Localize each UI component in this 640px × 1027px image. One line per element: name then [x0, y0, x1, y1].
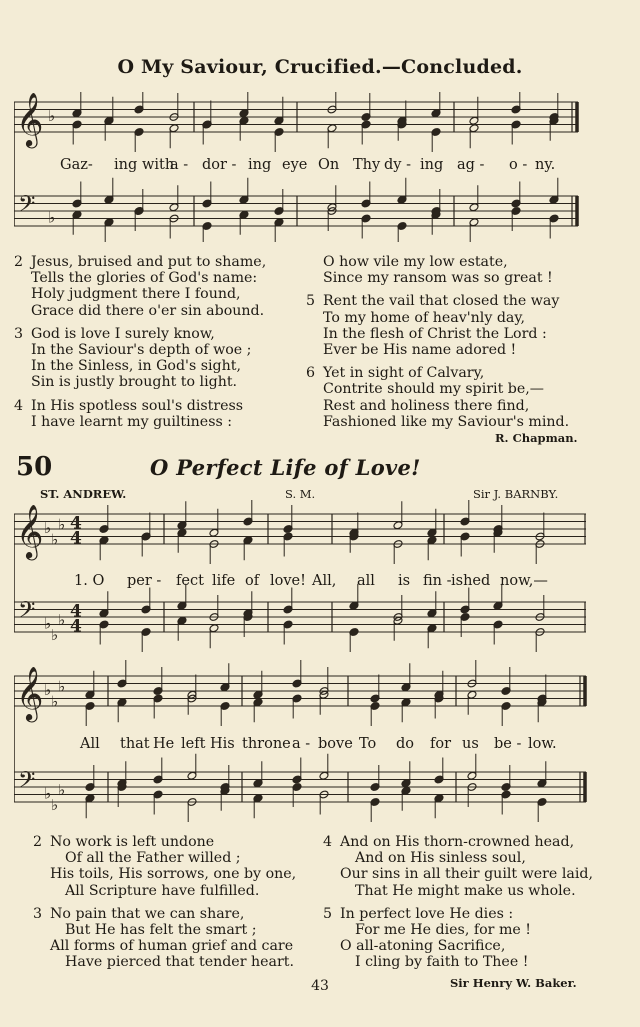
lyric-syllable: His: [210, 736, 235, 752]
flat-icon: ♭: [44, 681, 52, 699]
lyric-syllable: ny.: [535, 157, 556, 173]
lyric-syllable: that: [120, 736, 150, 752]
flat-icon: ♭: [51, 530, 59, 549]
flat-icon: ♭: [44, 519, 52, 537]
lyric-syllable: a -: [170, 157, 189, 173]
hymn-number: 50: [16, 452, 53, 482]
time-signature: 4: [70, 601, 82, 622]
lyric-syllable: be -: [494, 736, 522, 752]
flat-icon: ♭: [48, 107, 56, 125]
verse-4: 4 In His spotless soul's distress I have learnt my guiltiness :: [14, 397, 244, 430]
lyric-syllable: ing: [420, 157, 444, 173]
lyric-syllable: o -: [509, 157, 528, 173]
verse-6: 6 Yet in sight of Calvary, Contrite should my spirit be,— Rest and holiness there find, Fashioned like my Saviour's mind.: [306, 365, 570, 430]
lyric-syllable: bove: [318, 736, 353, 752]
lyric-syllable: ing: [248, 157, 272, 173]
flat-icon: ♭: [44, 614, 52, 633]
hymn-verses-right: [323, 834, 603, 978]
prev-verses-right: O how vile my low estate, Since my ransom was so great ! 5 Rent the vail that closed the way To my home of heav'nly day, In the flesh of Christ the Lord : Ever be His name adored ! 6 Yet in sight of Calvary, Contrite should my spirit be,— Rest and holiness there find, Fashioned like my Saviour's mind.: [306, 254, 606, 437]
lyric-syllable: fect: [176, 573, 204, 589]
lyric-syllable: of: [245, 573, 260, 589]
lyric-syllable: On: [318, 157, 340, 173]
lyric-syllable: is: [398, 573, 411, 589]
treble-clef-icon: 𝄞: [16, 92, 44, 146]
lyric-syllable: now,—: [500, 573, 548, 589]
lyric-syllable: love!: [270, 573, 306, 589]
flat-icon: ♭: [51, 692, 59, 711]
lyric-syllable: life: [212, 573, 236, 589]
lyric-syllable: ished: [451, 573, 491, 589]
lyric-syllable: Thy: [353, 157, 381, 173]
hymn-author: Sir Henry W. Baker.: [450, 976, 577, 990]
verse-5: 5 Rent the vail that closed the way To my home of heav'nly day, In the flesh of Christ the Lord : Ever be His name adored !: [306, 293, 560, 359]
prev-verses-left: [14, 254, 304, 437]
flat-icon: ♭: [48, 208, 56, 227]
flat-icon: ♭: [58, 677, 66, 696]
treble-clef-icon: 𝄞: [16, 504, 44, 558]
flat-icon: ♭: [58, 515, 66, 534]
lyric-syllable: low.: [528, 736, 557, 752]
time-signature: 4: [70, 616, 82, 637]
lyric-syllable: He: [153, 736, 175, 752]
verse-5: 5 In perfect love He dies : For me He dies, for me ! O all-atoning Sacrifice, I cling by faith to Thee !: [323, 905, 531, 971]
lyric-syllable: fin -: [423, 573, 452, 589]
lyric-syllable: All: [80, 736, 100, 752]
hymn-title: O Perfect Life of Love!: [150, 455, 421, 480]
lyric-syllable: throne: [242, 736, 291, 752]
verse-3: 3 No pain that we can share, But He has felt the smart ; All forms of human grief and care Have pierced that tender heart.: [33, 905, 294, 971]
meter: S. M.: [285, 487, 316, 501]
lyric-syllable: a -: [292, 736, 311, 752]
lyric-syllable: for: [430, 736, 452, 752]
composer: Sir J. BARNBY.: [473, 487, 559, 501]
flat-icon: ♭: [51, 625, 59, 644]
lyric-syllable: us: [462, 736, 479, 752]
prev-author: R. Chapman.: [495, 431, 578, 445]
lyric-syllable: ing: [114, 157, 138, 173]
flat-icon: ♭: [58, 780, 66, 799]
lyric-syllable: per -: [127, 573, 162, 589]
lyric-syllable: with: [142, 157, 175, 173]
treble-clef-icon: 𝄞: [16, 666, 44, 720]
lyric-syllable: dor -: [202, 157, 237, 173]
lyric-syllable: dy -: [384, 157, 411, 173]
time-signature: 4: [70, 528, 82, 549]
lyric-syllable: do: [396, 736, 415, 752]
lyric-syllable: all: [357, 573, 375, 589]
hymn-verses-left: [33, 834, 323, 978]
tune-name: ST. ANDREW.: [40, 487, 127, 501]
page-number: 43: [311, 978, 329, 994]
bass-clef-icon: 𝄢: [18, 767, 36, 799]
bass-clef-icon: 𝄢: [18, 597, 36, 629]
bass-clef-icon: 𝄢: [18, 191, 36, 223]
time-signature: 4: [70, 513, 82, 534]
flat-icon: ♭: [51, 795, 59, 814]
lyric-syllable: left: [181, 736, 206, 752]
verse-4: 4 And on His thorn-crowned head, And on His sinless soul, Our sins in all their guilt were laid, That He might make us whole.: [323, 834, 593, 899]
lyric-syllable: All,: [312, 573, 337, 589]
lyric-syllable: ag -: [457, 157, 485, 173]
flat-icon: ♭: [44, 784, 52, 803]
previous-hymn-title: O My Saviour, Crucified.—Concluded.: [117, 56, 523, 78]
verse-3: 3 God is love I surely know, In the Saviour's depth of woe ; In the Sinless, in God's sight, Sin is justly brought to light.: [14, 325, 252, 391]
flat-icon: ♭: [58, 610, 66, 629]
lyric-syllable: 1. O: [74, 573, 105, 589]
verse-2: 2 Jesus, bruised and put to shame, Tells the glories of God's name: Holy judgment there I found, Grace did there o'er sin abound.: [14, 254, 267, 319]
verse-2: 2 No work is left undone Of all the Father willed ; His toils, His sorrows, one by one, All Scripture have fulfilled.: [33, 834, 297, 899]
lyric-syllable: Gaz-: [60, 157, 93, 173]
lyric-syllable: To: [359, 736, 377, 752]
lyric-syllable: eye: [282, 157, 308, 173]
